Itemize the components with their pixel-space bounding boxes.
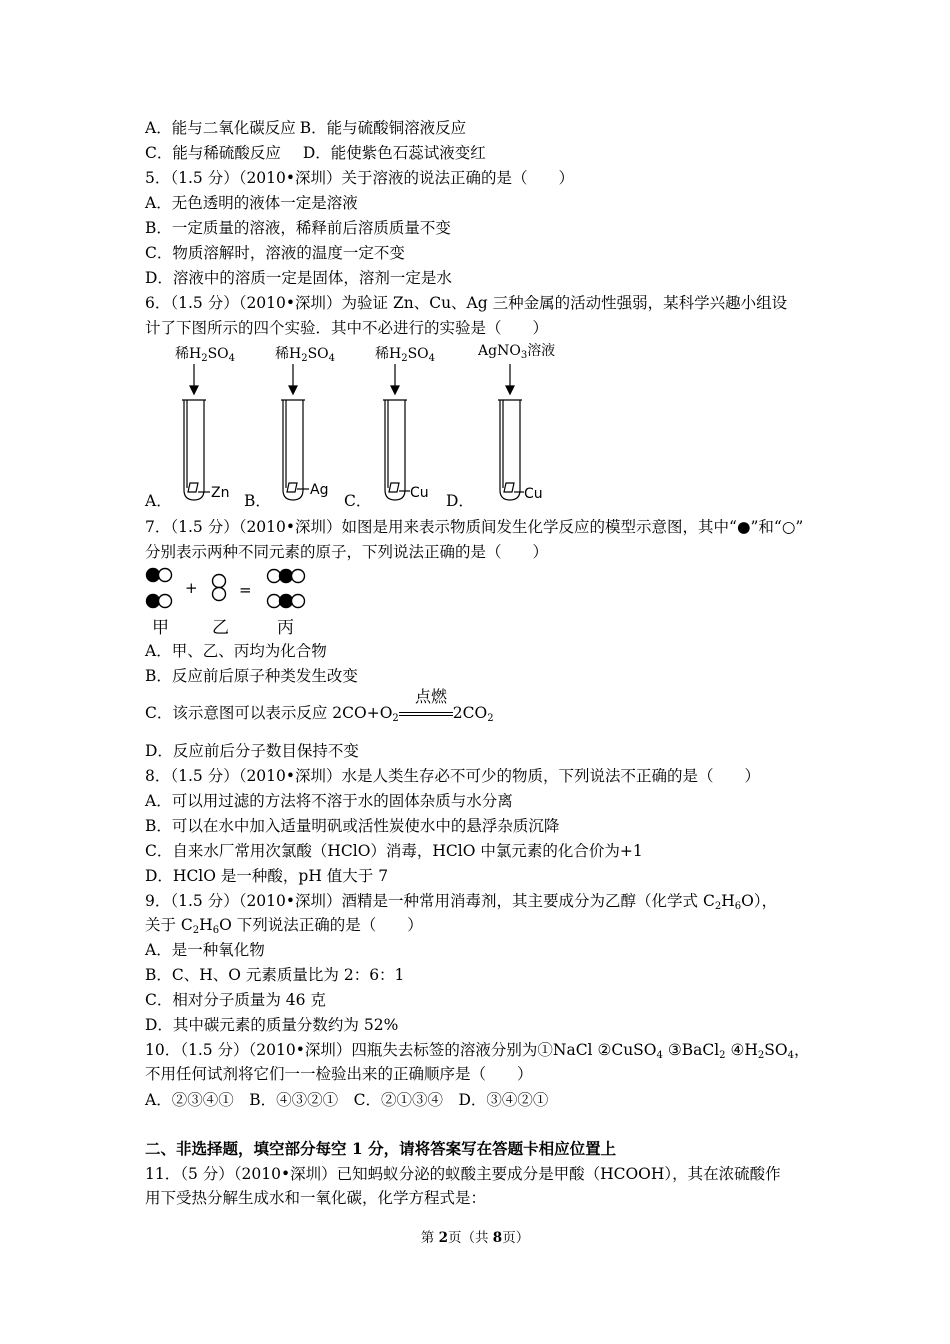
q6-option-c-letter: C． <box>344 492 372 510</box>
tube-b-reagent-label: 稀$H_2SO_4$ <box>275 346 336 364</box>
label-jia: 甲 <box>152 618 169 638</box>
reaction-arrow <box>399 703 453 723</box>
molecule-bing-2 <box>268 595 305 608</box>
tube-d-arrow <box>506 364 514 394</box>
tube-c-reagent-label: 稀$H_2SO_4$ <box>375 346 436 364</box>
page-number: 2 <box>438 1230 448 1246</box>
q9-stem-line1: 9．（1.5 分）（2010•深圳）酒精是一种常用消毒剂，其主要成分为乙醇（化学式 $C_2H_6O$）， <box>145 892 778 912</box>
tube-c-arrow <box>391 364 399 394</box>
q6-stem-line2: 计了下图所示的四个实验．其中不必进行的实验是（ ） <box>145 319 549 337</box>
q11-stem-line1: 11．（5 分）（2010•深圳）已知蚂蚁分泌的蚁酸主要成分是甲酸（HCOOH），其在浓硫酸作 <box>145 1165 781 1183</box>
q7-stem-line2: 分别表示两种不同元素的原子，下列说法正确的是（ ） <box>145 543 549 561</box>
q5-option-c: C．物质溶解时，溶液的温度一定不变 <box>145 244 405 262</box>
molecule-jia-2 <box>147 595 172 608</box>
molecule-bing-1 <box>268 570 305 583</box>
q5-option-b: B．一定质量的溶液，稀释前后溶质质量不变 <box>145 219 451 237</box>
q8-option-c: C．自来水厂常用次氯酸（HClO）消毒，HClO 中氯元素的化合价为+1 <box>145 842 643 860</box>
molecule-yi <box>213 575 226 601</box>
tube-d-metal: Cu <box>524 486 543 502</box>
q5-stem: 5．（1.5 分）（2010•深圳）关于溶液的说法正确的是（ ） <box>145 169 575 187</box>
q4-options-row1 <box>145 118 466 138</box>
q5-option-a: A．无色透明的液体一定是溶液 <box>145 194 358 212</box>
label-bing: 丙 <box>277 618 294 638</box>
tube-d <box>498 400 522 500</box>
q8-option-d: D．HClO 是一种酸，pH 值大于 7 <box>145 867 389 885</box>
q4-options-row2 <box>145 143 486 163</box>
q9-option-b: B．C、H、O 元素质量比为 2：6：1 <box>145 966 405 984</box>
tube-c <box>383 400 407 500</box>
q9-stem-line2: 关于 $C_2H_6O$ 下列说法正确的是（ ） <box>145 916 423 936</box>
q6-option-d-letter: D． <box>446 492 474 510</box>
q10-stem-line1: 10．（1.5 分）（2010•深圳）四瓶失去标签的溶液分别为①NaCl ②CuSO$_4$ ③BaCl$_2$ $④H_2SO_4$， <box>145 1041 810 1061</box>
plus-sign: + <box>185 579 198 597</box>
equals-sign: = <box>239 581 252 599</box>
label-yi: 乙 <box>212 618 229 638</box>
q10-stem-line2: 不用任何试剂将它们一一检验出来的正确顺序是（ ） <box>145 1065 533 1083</box>
tube-a-arrow <box>190 364 198 394</box>
q4-option-b: B．能与硫酸铜溶液反应 <box>299 119 467 137</box>
q7-option-d: D．反应前后分子数目保持不变 <box>145 742 359 760</box>
molecule-jia-1 <box>147 569 172 582</box>
q5-option-d: D．溶液中的溶质一定是固体，溶剂一定是水 <box>145 269 452 287</box>
tube-b <box>281 400 305 500</box>
section2-title: 二、非选择题，填空部分每空 1 分，请将答案写在答题卡相应位置上 <box>145 1139 617 1158</box>
q4-option-d: D．能使紫色石蕊试液变红 <box>302 144 486 162</box>
tube-a <box>182 400 206 500</box>
test-tubes-drawing <box>170 362 570 510</box>
tube-d-reagent-label: AgNO$_3$溶液 <box>478 343 556 361</box>
q9-option-a: A．是一种氧化物 <box>145 941 265 959</box>
page-footer: 第 2页（共 8页） <box>420 1230 530 1246</box>
q8-stem: 8．（1.5 分）（2010•深圳）水是人类生存必不可少的物质，下列说法不正确的是（ ） <box>145 767 761 785</box>
q7-option-b: B．反应前后原子种类发生改变 <box>145 667 358 685</box>
total-pages: 8 <box>492 1230 503 1246</box>
q8-option-b: B．可以在水中加入适量明矾或活性炭使水中的悬浮杂质沉降 <box>145 817 560 835</box>
q6-option-b-letter: B． <box>244 492 271 510</box>
tube-b-metal: Ag <box>310 482 329 498</box>
q8-option-a: A．可以用过滤的方法将不溶于水的固体杂质与水分离 <box>145 792 513 810</box>
q7-stem-line1: 7．（1.5 分）（2010•深圳）如图是用来表示物质间发生化学反应的模型示意图，其中“●”和“○” <box>145 518 804 536</box>
molecule-model-drawing <box>140 562 320 620</box>
q4-option-a: A．能与二氧化碳反应 <box>145 119 296 137</box>
q9-option-c: C．相对分子质量为 46 克 <box>145 991 326 1009</box>
tube-a-metal: Zn <box>211 485 230 501</box>
q11-stem-line2: 用下受热分解生成水和一氧化碳，化学方程式是： <box>145 1189 487 1207</box>
q4-option-c: C．能与稀硫酸反应 <box>145 144 281 162</box>
q6-option-a-letter: A． <box>145 492 172 510</box>
tube-b-arrow <box>289 364 297 394</box>
q9-option-d: D．其中碳元素的质量分数约为 52% <box>145 1016 399 1034</box>
tube-c-metal: Cu <box>410 485 429 501</box>
q6-stem-line1: 6．（1.5 分）（2010•深圳）为验证 Zn、Cu、Ag 三种金属的活动性强弱，某科学兴趣小组设 <box>145 294 788 312</box>
tube-a-reagent-label: 稀$H_2SO_4$ <box>175 346 236 364</box>
reaction-condition: 点燃 <box>415 687 448 706</box>
q7-option-c: C．该示意图可以表示反应 $2CO+O_2$ $2CO_2$ <box>145 704 494 724</box>
q10-options: A．②③④① B．④③②① C．②①③④ D．③④②① <box>145 1091 549 1109</box>
q7-option-a: A．甲、乙、丙均为化合物 <box>145 642 327 660</box>
